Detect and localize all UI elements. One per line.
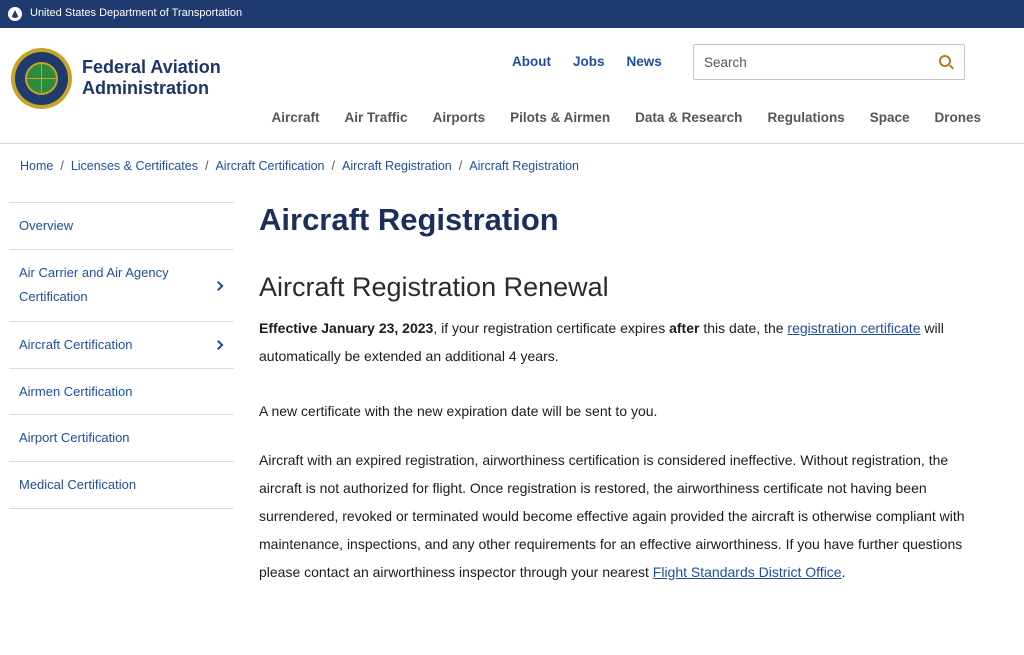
dot-logo-icon [8,7,22,21]
paragraph-text: , if your registration certificate expires [433,320,670,336]
sidebar-item-airmen-certification[interactable] [9,369,234,415]
registration-certificate-link[interactable]: registration certificate [787,320,921,336]
main-content [259,200,989,580]
expired-registration-paragraph [259,446,987,586]
effective-date-text: Effective January 23, 2023 [259,320,434,336]
breadcrumb-aircraft-registration[interactable]: Aircraft Registration [342,159,452,173]
sidebar-item-aircraft-certification[interactable] [9,322,234,369]
utility-link-jobs[interactable]: Jobs [572,54,605,69]
sidebar-item-overview[interactable] [9,203,234,250]
section-title: Aircraft Registration Renewal [259,272,609,302]
paragraph-text: will automatically be extended an additional 4 years. [259,320,944,364]
gov-banner [0,0,1024,28]
sidebar-nav [9,202,234,509]
search-input[interactable] [704,53,924,71]
paragraph-text: this date, the [699,320,788,336]
flight-standards-link[interactable]: Flight Standards District Office [652,564,842,580]
sidebar-item-label: Airmen Certification [19,384,133,399]
breadcrumb-licenses[interactable]: Licenses & Certificates [70,159,198,173]
main-nav-regulations[interactable]: Regulations [767,110,845,125]
main-nav-airports[interactable]: Airports [432,110,486,125]
main-nav-air-traffic[interactable]: Air Traffic [344,110,408,125]
page-title: Aircraft Registration [259,202,559,237]
logo-line-2: Administration [82,78,210,98]
sidebar-item-label: Medical Certification [19,477,137,492]
sidebar-item-label: Air Carrier and Air Agency Certification [19,265,169,304]
sidebar-item-label: Overview [19,218,74,233]
breadcrumb-home[interactable]: Home [20,159,54,173]
search-box [693,44,965,80]
utility-link-news[interactable]: News [626,54,662,69]
main-nav-space[interactable]: Space [869,110,910,125]
site-header [0,28,1024,144]
breadcrumb-current[interactable]: Aircraft Registration [469,159,580,173]
utility-link-about[interactable]: About [512,54,551,69]
faa-seal-icon[interactable] [11,48,72,109]
gov-banner-text: United States Department of Transportation [30,7,243,19]
main-nav-data-research[interactable]: Data & Research [635,110,743,125]
sidebar-item-medical-certification[interactable] [9,462,234,509]
new-certificate-paragraph: A new certificate with the new expiration date will be sent to you. [259,403,658,419]
sidebar-item-air-carrier[interactable] [9,250,234,322]
main-nav-pilots-airmen[interactable]: Pilots & Airmen [510,110,611,125]
after-emphasis: after [669,320,700,336]
breadcrumb-separator: / [331,159,335,173]
paragraph-text: Aircraft with an expired registration, airworthiness certification is considered ineffective. Without registration, the aircraft is not authorized for flight. Once registration is restored, the airworthiness certificate not having been surrendered, revoked or terminated would become effective again provided the aircraft is otherwise compliant with maintenance, inspections, and any other requirements for an effective airworthiness. If you have further questions please contact an airworthiness inspector through your nearest [259,452,965,580]
logo-line-1: Federal Aviation [82,57,221,77]
breadcrumb [20,159,579,173]
sidebar-item-label: Airport Certification [19,430,130,445]
main-nav [247,110,981,125]
site-logo-text[interactable] [82,57,221,99]
sidebar-item-airport-certification[interactable] [9,415,234,462]
breadcrumb-aircraft-certification[interactable]: Aircraft Certification [215,159,325,173]
main-nav-aircraft[interactable]: Aircraft [271,110,320,125]
renewal-paragraph [259,314,987,370]
search-icon[interactable] [939,55,951,67]
utility-nav [512,54,684,69]
chevron-right-icon[interactable] [214,281,224,291]
sidebar-item-label: Aircraft Certification [19,337,133,352]
paragraph-text: . [841,564,846,580]
breadcrumb-separator: / [458,159,463,173]
breadcrumb-separator: / [60,159,64,173]
chevron-right-icon[interactable] [214,340,224,350]
breadcrumb-separator: / [204,159,209,173]
main-nav-drones[interactable]: Drones [934,110,981,125]
